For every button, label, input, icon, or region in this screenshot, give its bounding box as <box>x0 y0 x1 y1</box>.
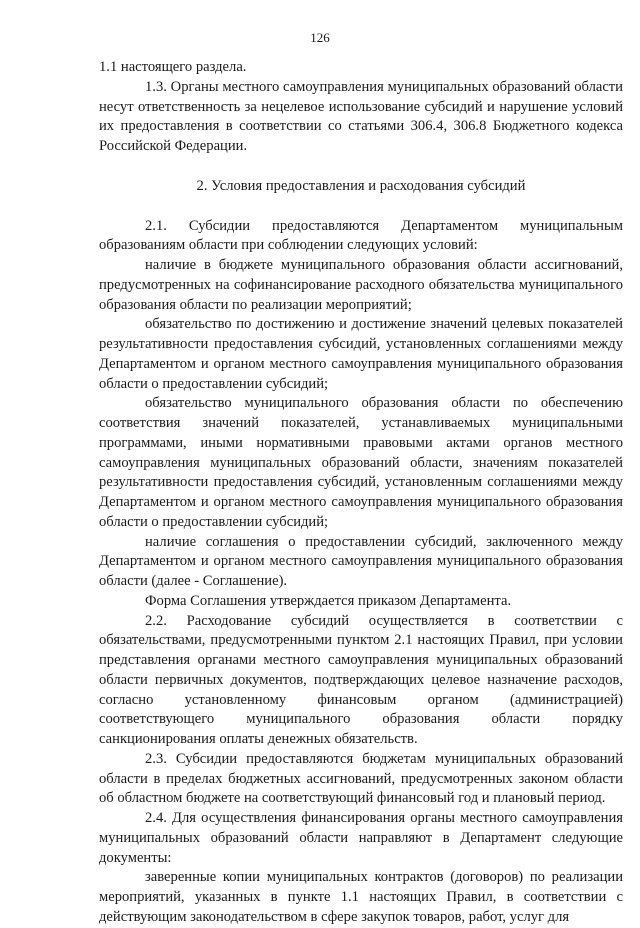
paragraph-condition-targets: обязательство по достижению и достижение значений целевых показателей результативности предоставления субсидий, установленных соглашениями между Департаментом и органом местного самоуправления муниципального образования области о предоставлении субсидий; <box>99 316 623 392</box>
paragraph-condition-budget: наличие в бюджете муниципального образования области ассигнований, предусмотренных на софинансирование расходного обязательства муниципального образования области по реализации мероприятий; <box>99 257 623 313</box>
paragraph-agreement-form: Форма Соглашения утверждается приказом Департамента. <box>145 592 512 609</box>
paragraph-2-3: 2.3. Субсидии предоставляются бюджетам муниципальных образований области в пределах бюджетных ассигнований, предусмотренных законом области об областном бюджете на соответствующий финансовый год и плановый период. <box>99 750 623 807</box>
paragraph-condition-agreement: наличие соглашения о предоставлении субсидий, заключенного между Департаментом и органом местного самоуправления муниципального образования области (далее - Соглашение). <box>99 533 623 589</box>
paragraph-condition-compliance: обязательство муниципального образования области по обеспечению соответствия значений показателей, устанавливаемых муниципальными программами, иными нормативными правовыми актами органов местного самоуправления муниципальных образований области, значениям показателей результативности предоставления субсидий, установленным соглашениями между Департаментом и органом местного самоуправления муниципального образования области о предоставлении субсидий; <box>99 395 623 530</box>
section-title: 2. Условия предоставления и расходования субсидий <box>196 177 526 194</box>
page-number: 126 <box>310 30 330 45</box>
paragraph-contract-copies: заверенные копии муниципальных контрактов (договоров) по реализации мероприятий, указанных в пункте 1.1 настоящих Правил, в соответствии с действующим законодательством в сфере закупок товаров, работ, услуг для <box>99 869 623 925</box>
paragraph-2-1: 2.1. Субсидии предоставляются Департаментом муниципальным образованиям области при соблюдении следующих условий: <box>99 217 623 254</box>
paragraph-2-4: 2.4. Для осуществления финансирования органы местного самоуправления муниципальных образований области направляют в Департамент следующие документы: <box>99 810 623 866</box>
paragraph-1-3: 1.3. Органы местного самоуправления муниципальных образований области несут ответственность за нецелевое использование субсидий и нарушение условий их предоставления в соответствии со статьями 306.4, 306.8 Бюджетного кодекса Российской Федерации. <box>99 78 623 154</box>
paragraph-intro-continuation: 1.1 настоящего раздела. <box>99 59 247 75</box>
paragraph-2-2: 2.2. Расходование субсидий осуществляется в соответствии с обязательствами, предусмотренными пунктом 2.1 настоящих Правил, при условии представления органами местного самоуправления муниципальных образований области первичных документов, подтверждающих целевое назначение расходов, согласно установленному финансовым органом (администрацией) соответствующего муниципального образования области порядку санкционирования оплаты денежных обязательств. <box>99 612 623 747</box>
document-body <box>99 58 623 928</box>
